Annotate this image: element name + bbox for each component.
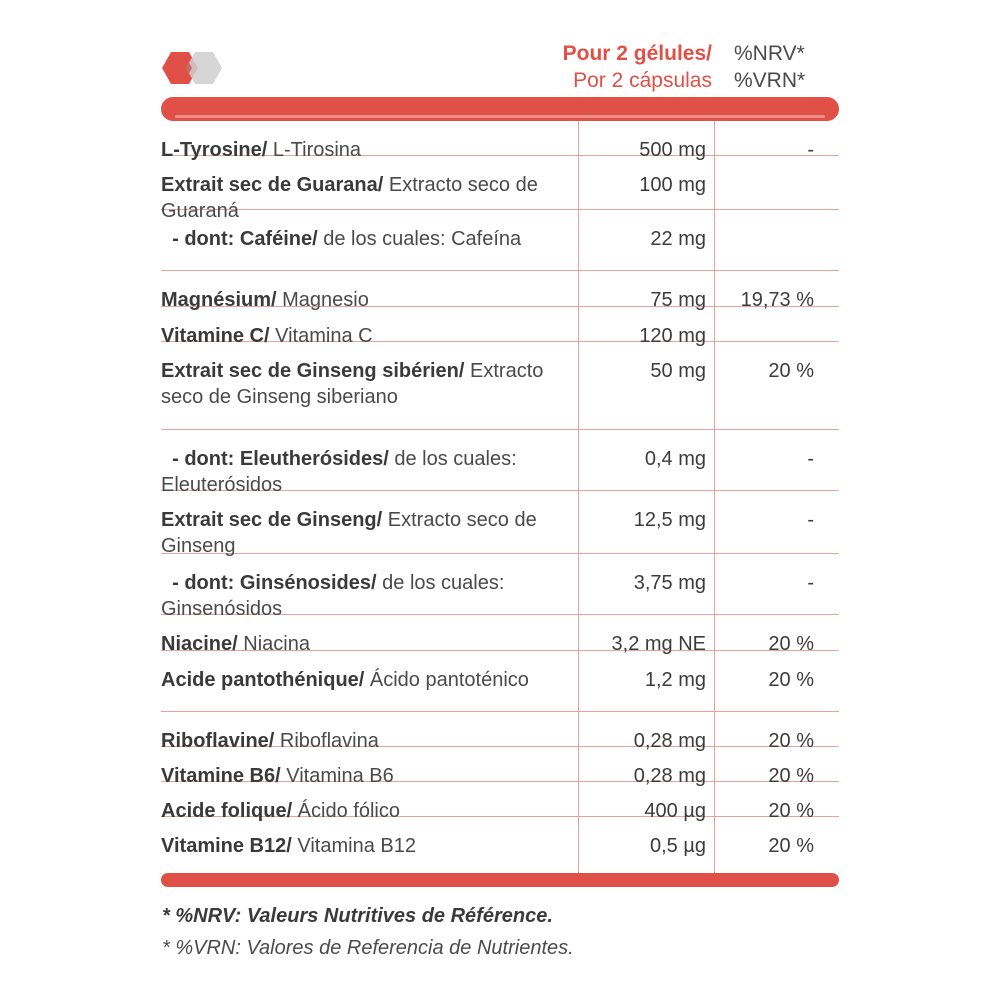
table-row (161, 747, 839, 787)
nutrient-name (161, 554, 566, 622)
nutrient-name-es: Extracto seco de Guaraná (161, 174, 538, 222)
nutrient-nrv: - (807, 509, 814, 531)
footnote-vrn-es: * %VRN: Valores de Referencia de Nutrientes. (162, 937, 574, 959)
column-header-nrv-fr: %NRV* (734, 42, 805, 65)
column-header-amount (563, 40, 712, 94)
nutrient-amount: 12,5 mg (633, 509, 706, 531)
nutrient-name-es: Riboflavina (274, 730, 379, 752)
table-row (161, 712, 839, 752)
nutrient-name-fr: L-Tyrosine/ (161, 139, 268, 161)
nutrient-nrv: - (807, 572, 814, 594)
nutrient-nrv: - (807, 448, 814, 470)
nutrient-name (161, 817, 566, 859)
nutrient-amount: 3,2 mg NE (611, 633, 706, 655)
brand-hexagon-logo (162, 50, 230, 86)
nutrient-nrv: 20 % (768, 730, 814, 752)
nutrient-name-es: Extracto seco de Ginseng (161, 509, 537, 557)
nutrient-nrv: 20 % (768, 835, 814, 857)
nutrient-nrv: 20 % (768, 800, 814, 822)
nutrient-amount: 3,75 mg (633, 572, 706, 594)
table-row (161, 271, 839, 311)
nutrient-name (161, 342, 566, 410)
nutrient-name-es: Niacina (237, 633, 310, 655)
nutrient-name (161, 491, 566, 559)
nutrient-name-fr: Riboflavine/ (161, 730, 275, 752)
nutrient-name-fr: Niacine/ (161, 633, 238, 655)
nutrient-name-es: Vitamina C (269, 325, 373, 347)
table-row (161, 615, 839, 655)
nutrient-name (161, 430, 566, 498)
column-header-amount-fr: Pour 2 gélules/ (562, 42, 712, 65)
nutrient-name-fr: Extrait sec de Guarana/ (161, 174, 384, 196)
nutrient-name-es: de los cuales: Ginsenósidos (161, 572, 505, 620)
nutrient-name-es: Vitamina B6 (280, 765, 394, 787)
table-row (161, 430, 839, 496)
nutrient-name-es: de los cuales: Cafeína (317, 228, 522, 250)
nutrient-name-fr: Vitamine C/ (161, 325, 270, 347)
nutrient-nrv: 20 % (768, 765, 814, 787)
nutrient-name-fr: Extrait sec de Ginseng sibérien/ (161, 360, 465, 382)
table-row (161, 491, 839, 557)
nutrient-name-fr: Extrait sec de Ginseng/ (161, 509, 383, 531)
nutrient-amount: 0,28 mg (633, 765, 706, 787)
nutrient-name-fr: Acide folique/ (161, 800, 293, 822)
nutrient-nrv: 19,73 % (740, 289, 814, 311)
nutrient-name-fr: - dont: Ginsénosides/ (161, 572, 377, 594)
table-bottom-band (161, 873, 839, 887)
table-row (161, 210, 839, 271)
table-top-band (161, 97, 839, 121)
nutrient-amount: 0,5 µg (649, 835, 706, 857)
table-row (161, 121, 839, 161)
table-row (161, 651, 839, 712)
nutrient-nrv (721, 210, 814, 226)
nutrient-name-fr: Vitamine B12/ (161, 835, 292, 857)
nutrient-name-es: Ácido fólico (292, 800, 400, 822)
column-header-nrv (734, 40, 805, 94)
nutrient-nrv (721, 307, 814, 323)
nutrient-name-es: Ácido pantoténico (364, 669, 529, 691)
nutrient-name-es: L-Tirosina (267, 139, 362, 161)
nutrient-nrv: - (807, 139, 814, 161)
nutrient-amount: 120 mg (639, 325, 706, 347)
nutrient-nrv: 20 % (768, 633, 814, 655)
nutrient-amount: 0,4 mg (644, 448, 706, 470)
nutrition-table (161, 121, 839, 873)
nutrient-nrv: 20 % (768, 360, 814, 382)
nutrient-name-es: Magnesio (276, 289, 369, 311)
table-row (161, 782, 839, 822)
nutrient-amount: 75 mg (650, 289, 706, 311)
column-header-nrv-es: %VRN* (734, 69, 806, 92)
table-row (161, 156, 839, 222)
nutrient-nrv: 20 % (768, 669, 814, 691)
table-row (161, 554, 839, 620)
nutrient-amount: 1,2 mg (644, 669, 706, 691)
table-row (161, 817, 839, 857)
nutrient-name-es: de los cuales: Eleuterósidos (161, 448, 517, 496)
nutrient-name-es: Extracto seco de Ginseng siberiano (161, 360, 544, 408)
nutrient-amount: 400 µg (644, 800, 706, 822)
nutrient-name-fr: - dont: Caféine/ (161, 228, 318, 250)
nutrient-name-fr: Acide pantothénique/ (161, 669, 365, 691)
nutrient-amount: 50 mg (650, 360, 706, 382)
table-row (161, 307, 839, 347)
footnote-nrv-fr: * %NRV: Valeurs Nutritives de Référence. (162, 905, 553, 927)
nutrient-name-es: Vitamina B12 (291, 835, 416, 857)
nutrient-amount: 22 mg (650, 228, 706, 250)
table-row (161, 342, 839, 430)
nutrient-amount: 500 mg (639, 139, 706, 161)
nutrient-name-fr: Magnésium/ (161, 289, 277, 311)
nutrient-name-fr: - dont: Eleutherósides/ (161, 448, 389, 470)
nutrient-name (161, 651, 566, 693)
nutrient-name (161, 210, 566, 252)
nutrient-amount: 100 mg (639, 174, 706, 196)
nutrient-amount: 0,28 mg (633, 730, 706, 752)
nutrient-name-fr: Vitamine B6/ (161, 765, 281, 787)
column-header-amount-es: Por 2 cápsulas (573, 69, 712, 92)
nutrient-nrv (721, 156, 814, 172)
